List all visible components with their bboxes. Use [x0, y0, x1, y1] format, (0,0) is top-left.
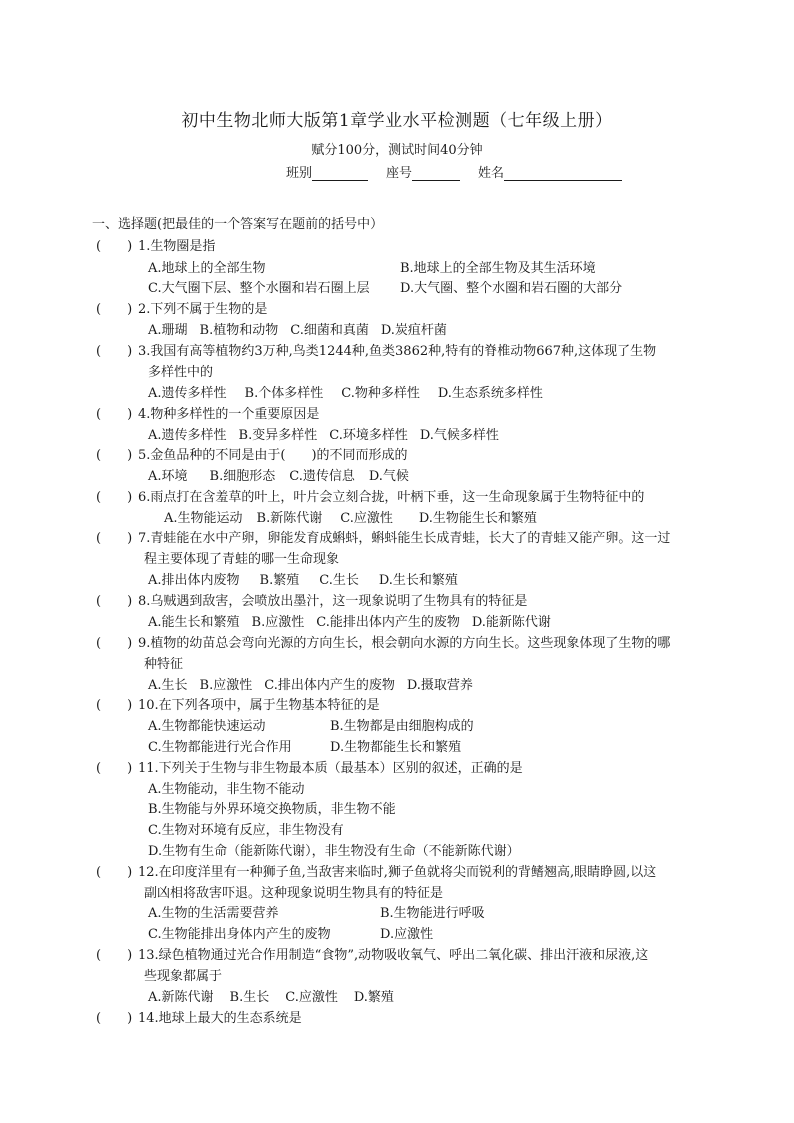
option-a: A.新陈代谢: [148, 990, 214, 1005]
question-stem-continued: 程主要体现了青蛙的哪一生命现象: [144, 552, 340, 567]
question-stem-continued: 多样性中的: [148, 365, 214, 380]
question-stem: 2.下列不属于生物的是: [138, 302, 268, 317]
option-a: A.排出体内废物: [148, 573, 240, 588]
exam-subtitle: 赋分100分，测试时间40分钟: [311, 143, 483, 158]
option-c: C.排出体内产生的废物: [264, 678, 395, 693]
option-a: A.生物能动，非生物不能动: [148, 782, 305, 797]
name-blank[interactable]: [504, 166, 622, 181]
page-title: 初中生物北师大版第1章学业水平检测题（七年级上册）: [181, 111, 613, 131]
option-row: [148, 382, 543, 401]
option-d: D.应激性: [380, 927, 434, 942]
answer-parenthesis[interactable]: ( ): [96, 698, 133, 713]
question-9: [96, 632, 670, 651]
question-stem: 10.在下列各项中，属于生物基本特征的是: [138, 698, 380, 713]
option-d: D.生物都能生长和繁殖: [330, 740, 462, 755]
answer-parenthesis[interactable]: ( ): [96, 636, 133, 651]
question-stem: 9.植物的幼苗总会弯向光源的方向生长，根会朝向水源的方向生长。这些现象体现了生物的哪: [138, 636, 671, 651]
question-stem: 13.绿色植物通过光合作用制造“食物”,动物吸收氧气、呼出二氧化碳、排出汗液和尿液,这: [138, 948, 649, 963]
student-info-line: [286, 162, 622, 181]
option-d: D.能新陈代谢: [471, 615, 551, 630]
option-d: D.生态系统多样性: [437, 386, 543, 401]
option-b: B.应激性: [199, 678, 253, 693]
answer-parenthesis[interactable]: ( ): [96, 531, 133, 546]
answer-parenthesis[interactable]: ( ): [96, 761, 133, 776]
option-d: D.繁殖: [353, 990, 394, 1005]
option-b: B.细胞形态: [209, 469, 276, 484]
option-row: [148, 465, 409, 484]
option-a: A.遗传多样性: [148, 386, 227, 401]
question-stem: 7.青蛙能在水中产卵，卵能发育成蝌蚪，蝌蚪能生长成青蛙，长大了的青蛙又能产卵。这一过: [138, 531, 671, 546]
question-12: [96, 861, 656, 880]
class-label: 班别: [286, 166, 313, 181]
question-2: [96, 298, 267, 317]
option-b: B.生物能与外界环境交换物质，非生物不能: [148, 802, 396, 817]
question-stem: 1.生物圈是指: [138, 239, 216, 254]
option-c: C.生物都能进行光合作用: [148, 740, 292, 755]
option-d: D.生长和繁殖: [378, 573, 458, 588]
question-1: [96, 235, 215, 254]
option-d: D.生物有生命（能新陈代谢），非生物没有生命（不能新陈代谢）: [148, 844, 520, 859]
option-b: B.个体多样性: [244, 386, 324, 401]
question-stem: 11.下列关于生物与非生物最本质（最基本）区别的叙述，正确的是: [138, 761, 523, 776]
option-b: B.应激性: [251, 615, 305, 630]
option-b: B.植物和动物: [199, 323, 279, 338]
option-row: [148, 319, 447, 338]
answer-parenthesis[interactable]: ( ): [96, 865, 133, 880]
option-b: B.地球上的全部生物及其生活环境: [400, 261, 596, 276]
option-c: C.遗传信息: [289, 469, 355, 484]
option-b: B.变异多样性: [238, 428, 318, 443]
answer-parenthesis[interactable]: ( ): [96, 344, 133, 359]
option-b: B.生长: [229, 990, 270, 1005]
answer-parenthesis[interactable]: ( ): [96, 407, 133, 422]
question-8: [96, 590, 527, 609]
question-3: [96, 340, 656, 359]
option-c: C.生长: [319, 573, 359, 588]
option-a: A.地球上的全部生物: [148, 261, 266, 276]
section-heading: 一、选择题(把最佳的一个答案写在题前的括号中）: [92, 217, 384, 232]
answer-parenthesis[interactable]: ( ): [96, 594, 133, 609]
question-13: [96, 944, 648, 963]
option-c: C.物种多样性: [341, 386, 420, 401]
question-stem-continued: 些现象都属于: [144, 969, 223, 984]
option-c: C.应激性: [285, 990, 338, 1005]
answer-parenthesis[interactable]: ( ): [96, 448, 133, 463]
option-d: D.炭疽杆菌: [380, 323, 447, 338]
option-row: [164, 507, 537, 526]
option-row: [148, 611, 551, 630]
seat-blank[interactable]: [412, 166, 460, 181]
question-stem-continued: 副凶相将敌害吓退。这种现象说明生物具有的特征是: [144, 886, 444, 901]
answer-parenthesis[interactable]: ( ): [96, 1011, 133, 1026]
option-d: D.大气圈、整个水圈和岩石圈的大部分: [400, 281, 623, 296]
option-a: A.珊瑚: [148, 323, 188, 338]
seat-label: 座号: [386, 166, 413, 181]
question-stem: 12.在印度洋里有一种狮子鱼,当敌害来临时,狮子鱼就将尖而锐利的背鳍翘高,眼睛睁圆,以这: [138, 865, 657, 880]
question-14: [96, 1007, 302, 1026]
answer-parenthesis[interactable]: ( ): [96, 302, 133, 317]
question-7: [96, 527, 670, 546]
option-c: C.环境多样性: [329, 428, 408, 443]
question-stem: 6.雨点打在含羞草的叶上，叶片会立刻合拢，叶柄下垂，这一生命现象属于生物特征中的: [138, 490, 645, 505]
option-d: D.气候多样性: [419, 428, 499, 443]
option-d: D.气候: [368, 469, 409, 484]
option-b: B.繁殖: [259, 573, 300, 588]
option-a: A.遗传多样性: [148, 428, 227, 443]
question-stem: 5.金鱼品种的不同是由于( )的不同而形成的: [138, 448, 408, 463]
question-11: [96, 757, 523, 776]
option-b: B.生物能进行呼吸: [380, 906, 485, 921]
option-a: A.能生长和繁殖: [148, 615, 240, 630]
question-stem-continued: 种特征: [144, 657, 184, 672]
option-row: [148, 569, 458, 588]
question-stem: 3.我国有高等植物约3万种,鸟类1244种,鱼类3862种,特有的脊椎动物667种,这体现了生物: [138, 344, 657, 359]
option-row: [148, 674, 473, 693]
question-6: [96, 486, 644, 505]
answer-parenthesis[interactable]: ( ): [96, 948, 133, 963]
option-c: C.生物对环境有反应，非生物没有: [148, 823, 344, 838]
question-4: [96, 403, 319, 422]
option-c: C.应激性: [340, 511, 393, 526]
option-d: D.生物能生长和繁殖: [418, 511, 537, 526]
option-a: A.生物的生活需要营养: [148, 906, 279, 921]
option-a: A.环境: [148, 469, 188, 484]
name-label: 姓名: [478, 166, 505, 181]
question-stem: 4.物种多样性的一个重要原因是: [138, 407, 320, 422]
option-c: C.能排出体内产生的废物: [316, 615, 460, 630]
question-stem: 8.乌贼遇到敌害，会喷放出墨汁，这一现象说明了生物具有的特征是: [138, 594, 528, 609]
option-d: D.摄取营养: [406, 678, 473, 693]
option-c: C.大气圈下层、整个水圈和岩石圈上层: [148, 281, 370, 296]
option-a: A.生长: [148, 678, 188, 693]
answer-parenthesis[interactable]: ( ): [96, 239, 133, 254]
option-c: C.细菌和真菌: [290, 323, 369, 338]
answer-parenthesis[interactable]: ( ): [96, 490, 133, 505]
option-row: [148, 986, 394, 1005]
question-stem: 14.地球上最大的生态系统是: [138, 1011, 302, 1026]
option-a: A.生物能运动: [164, 511, 243, 526]
option-b: B.新陈代谢: [256, 511, 323, 526]
option-b: B.生物都是由细胞构成的: [330, 719, 474, 734]
class-blank[interactable]: [312, 166, 368, 181]
option-row: [148, 424, 499, 443]
option-c: C.生物能排出身体内产生的废物: [148, 927, 331, 942]
option-a: A.生物都能快速运动: [148, 719, 266, 734]
question-10: [96, 694, 380, 713]
question-5: [96, 444, 408, 463]
